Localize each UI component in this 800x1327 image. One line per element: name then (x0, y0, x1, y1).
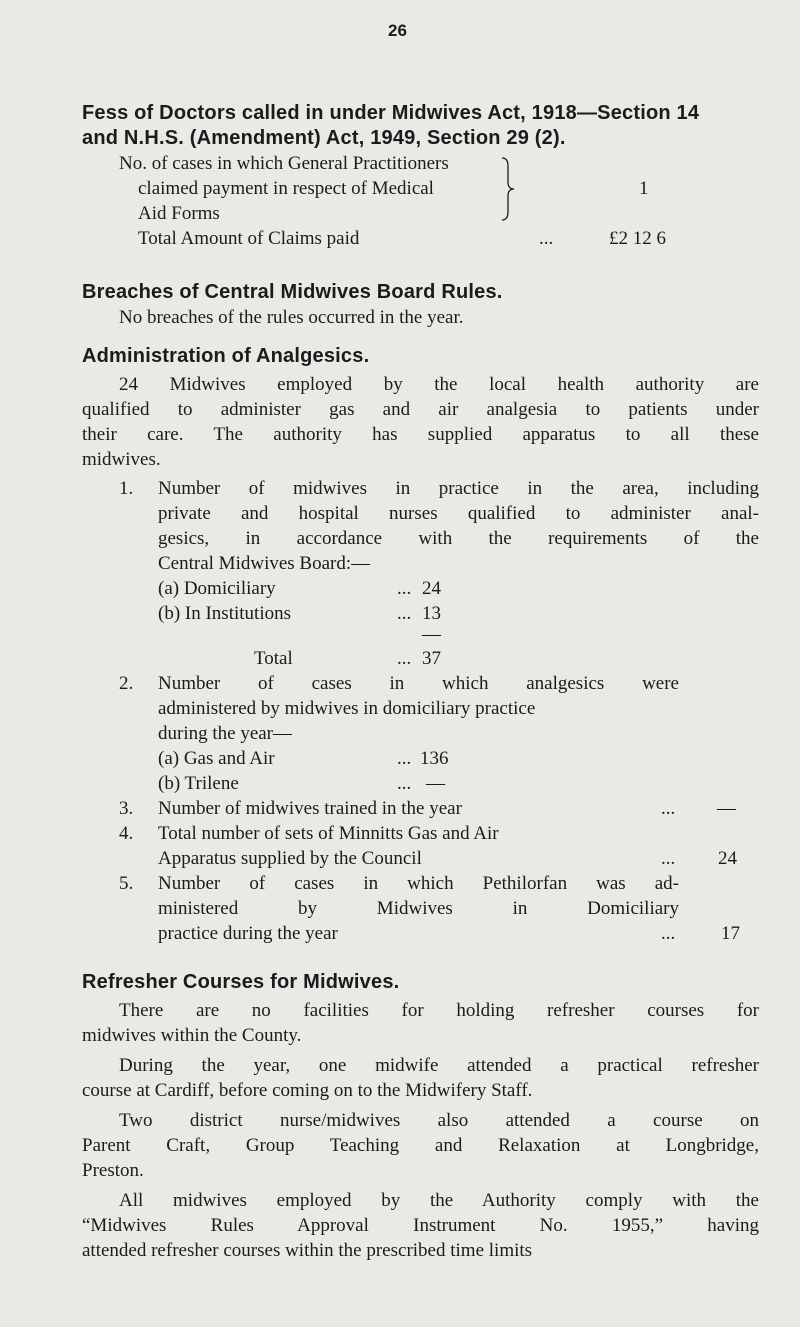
item4-line2: Apparatus supplied by the Council (158, 848, 422, 869)
leader-dots: ... (397, 578, 412, 599)
item5-line2: ministered by Midwives in Domiciliary (158, 898, 679, 919)
fees-heading-line1: Fess of Doctors called in under Midwives Act, 1918—Section 14 (82, 102, 700, 124)
refresher-p4-line3: attended refresher courses within the prescribed time limits (82, 1240, 533, 1261)
breaches-text: No breaches of the rules occurred in the year. (119, 307, 464, 328)
item3-number: 3. (119, 798, 134, 819)
leader-dots: ... (397, 748, 412, 769)
brace-icon (500, 156, 516, 222)
item2-number: 2. (119, 673, 134, 694)
leader-dots: ... (661, 848, 676, 869)
fees-row2-label: Total Amount of Claims paid (138, 228, 360, 249)
item5-value: 17 (721, 923, 740, 944)
analgesics-intro-line2: qualified to administer gas and air analgesia to patients under (82, 399, 759, 420)
breaches-heading: Breaches of Central Midwives Board Rules. (82, 281, 503, 303)
item1-b-value: 13 (422, 603, 441, 624)
refresher-p3-line3: Preston. (82, 1160, 144, 1181)
item4-number: 4. (119, 823, 134, 844)
analgesics-intro-line1: 24 Midwives employed by the local health authority are (119, 374, 759, 395)
item5-line1: Number of cases in which Pethilorfan was ad- (158, 873, 679, 894)
leader-dots: ... (397, 603, 412, 624)
item1-line1: Number of midwives in practice in the area, including (158, 478, 759, 499)
fees-row1-line3: Aid Forms (138, 203, 220, 224)
item3-value: — (717, 798, 736, 819)
fees-row1-line1: No. of cases in which General Practitioners (119, 153, 449, 174)
analgesics-intro-line3: their care. The authority has supplied apparatus to all these (82, 424, 759, 445)
item1-a-value: 24 (422, 578, 441, 599)
item1-number: 1. (119, 478, 134, 499)
item4-value: 24 (718, 848, 737, 869)
leader-dots: ... (661, 923, 676, 944)
item1-sum-rule: — (422, 624, 441, 645)
item1-total-label: Total (254, 648, 293, 669)
refresher-p4-line2: “Midwives Rules Approval Instrument No. 1955,” having (82, 1215, 759, 1236)
item2-a-value: 136 (420, 748, 449, 769)
item3-text: Number of midwives trained in the year (158, 798, 462, 819)
item1-line3: gesics, in accordance with the requirements of the (158, 528, 759, 549)
leader-dots: ... (397, 648, 412, 669)
leader-dots: ... (539, 228, 554, 249)
fees-row1-line2: claimed payment in respect of Medical (138, 178, 434, 199)
item2-line1: Number of cases in which analgesics were (158, 673, 679, 694)
refresher-p2-line1: During the year, one midwife attended a practical refresher (119, 1055, 759, 1076)
item2-line3: during the year— (158, 723, 293, 744)
item1-line2: private and hospital nurses qualified to administer anal- (158, 503, 759, 524)
fees-row1-value: 1 (639, 178, 649, 199)
item2-b-label: (b) Trilene (158, 773, 239, 794)
analgesics-intro-line4: midwives. (82, 449, 161, 470)
item2-b-value: — (426, 773, 445, 794)
item1-b-label: (b) In Institutions (158, 603, 291, 624)
refresher-p1-line1: There are no facilities for holding refresher courses for (119, 1000, 759, 1021)
refresher-p1-line2: midwives within the County. (82, 1025, 302, 1046)
fees-heading-line2: and N.H.S. (Amendment) Act, 1949, Section 29 (2). (82, 127, 566, 149)
refresher-p2-line2: course at Cardiff, before coming on to the Midwifery Staff. (82, 1080, 533, 1101)
refresher-p3-line2: Parent Craft, Group Teaching and Relaxation at Longbridge, (82, 1135, 759, 1156)
item4-line1: Total number of sets of Minnitts Gas and Air (158, 823, 499, 844)
refresher-heading: Refresher Courses for Midwives. (82, 971, 400, 993)
item1-a-label: (a) Domiciliary (158, 578, 276, 599)
leader-dots: ... (397, 773, 412, 794)
item5-line3: practice during the year (158, 923, 338, 944)
item1-line4: Central Midwives Board:— (158, 553, 371, 574)
item2-a-label: (a) Gas and Air (158, 748, 275, 769)
fees-row2-value: £2 12 6 (609, 228, 666, 249)
refresher-p4-line1: All midwives employed by the Authority comply with the (119, 1190, 759, 1211)
item5-number: 5. (119, 873, 134, 894)
page-number: 26 (388, 21, 407, 40)
item2-line2: administered by midwives in domiciliary practice (158, 698, 536, 719)
item1-total-value: 37 (422, 648, 441, 669)
analgesics-heading: Administration of Analgesics. (82, 345, 370, 367)
refresher-p3-line1: Two district nurse/midwives also attended a course on (119, 1110, 759, 1131)
leader-dots: ... (661, 798, 676, 819)
